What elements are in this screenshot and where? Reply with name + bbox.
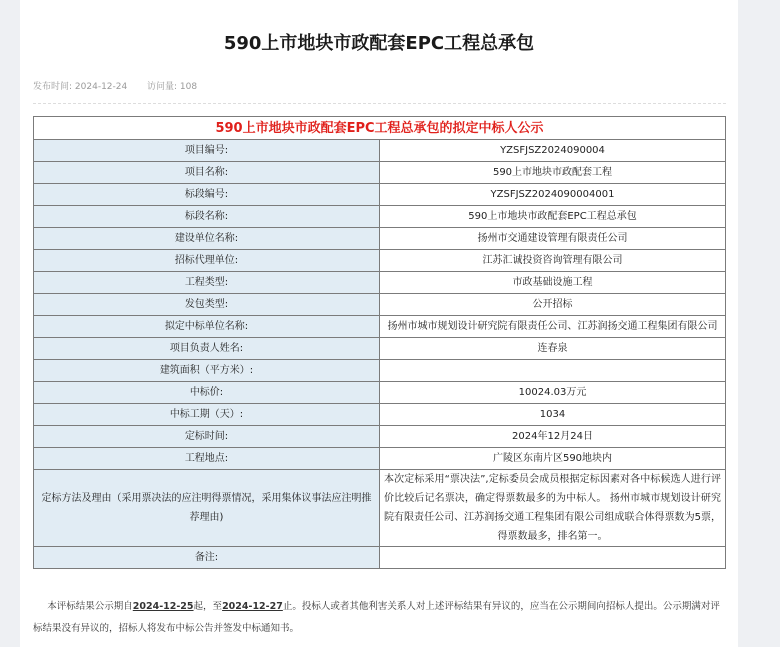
table-row — [34, 360, 726, 382]
method-value: 本次定标采用“票决法”,定标委员会成员根据定标因素对各中标候选人进行评价比较后记名票决，确定得票数最多的为中标人。 扬州市城市规划设计研究院有限责任公司、江苏润扬交通工程集团有限公司组成联合体得票数为5票，得票数最多，排名第一。 — [380, 470, 726, 547]
table-row — [34, 426, 726, 448]
row-value: 公开招标 — [380, 294, 726, 316]
publish-meta — [33, 81, 197, 93]
row-label: 标段编号: — [34, 184, 380, 206]
publicity-end-date: 2024-12-27 — [222, 601, 283, 612]
row-label: 标段名称: — [34, 206, 380, 228]
row-label: 建设单位名称: — [34, 228, 380, 250]
table-row — [34, 162, 726, 184]
row-value — [380, 360, 726, 382]
row-label: 中标价: — [34, 382, 380, 404]
views-count: 108 — [179, 82, 198, 92]
notice-table — [33, 116, 726, 569]
row-label: 发包类型: — [34, 294, 380, 316]
row-value: 590上市地块市政配套EPC工程总承包 — [380, 206, 726, 228]
row-value: 广陵区东南片区590地块内 — [380, 448, 726, 470]
row-label: 建筑面积（平方米）: — [34, 360, 380, 382]
views-label: 访问量: — [146, 82, 178, 92]
method-label: 定标方法及理由（采用票决法的应注明得票情况，采用集体议事法应注明推荐理由) — [34, 470, 380, 547]
table-row — [34, 272, 726, 294]
table-row — [34, 206, 726, 228]
remark-value — [380, 547, 726, 569]
remark-label: 备注: — [34, 547, 380, 569]
row-value: 590上市地块市政配套工程 — [380, 162, 726, 184]
publish-label: 发布时间: — [33, 82, 73, 92]
row-label: 项目名称: — [34, 162, 380, 184]
document-paper — [20, 0, 738, 647]
page-title: 590上市地块市政配套EPC工程总承包 — [223, 33, 535, 54]
table-row — [34, 404, 726, 426]
row-value: 市政基础设施工程 — [380, 272, 726, 294]
row-label: 项目负责人姓名: — [34, 338, 380, 360]
row-value: 扬州市交通建设管理有限责任公司 — [380, 228, 726, 250]
row-label: 招标代理单位: — [34, 250, 380, 272]
method-row — [34, 470, 726, 547]
row-label: 工程地点: — [34, 448, 380, 470]
table-row — [34, 448, 726, 470]
row-label: 工程类型: — [34, 272, 380, 294]
row-value: 2024年12月24日 — [380, 426, 726, 448]
table-row — [34, 316, 726, 338]
publicity-start-date: 2024-12-25 — [132, 601, 194, 612]
table-row — [34, 382, 726, 404]
row-value: 连春泉 — [380, 338, 726, 360]
row-value: 扬州市城市规划设计研究院有限责任公司、江苏润扬交通工程集团有限公司 — [380, 316, 726, 338]
table-row — [34, 294, 726, 316]
row-value: 1034 — [380, 404, 726, 426]
publish-date: 2024-12-24 — [74, 82, 128, 92]
row-value: YZSFJSZ2024090004001 — [380, 184, 726, 206]
divider — [33, 103, 726, 104]
row-label: 中标工期（天）: — [34, 404, 380, 426]
footer-prefix: 本评标结果公示期自 — [47, 601, 133, 612]
table-row — [34, 140, 726, 162]
row-value: YZSFJSZ2024090004 — [380, 140, 726, 162]
notice-title: 590上市地块市政配套EPC工程总承包的拟定中标人公示 — [34, 117, 726, 140]
footer-suffix: 止。投标人或者其他利害关系人对上述评标结果有异议的，应当在公示期间向招标人提出。公示期满对评标结果没有异议的，招标人将发布中标公告并签发中标通知书。 — [33, 601, 720, 634]
row-label: 定标时间: — [34, 426, 380, 448]
notice-title-row — [34, 117, 726, 140]
table-row — [34, 184, 726, 206]
table-row — [34, 338, 726, 360]
row-value: 江苏汇诚投资咨询管理有限公司 — [380, 250, 726, 272]
row-value: 10024.03万元 — [380, 382, 726, 404]
row-label: 项目编号: — [34, 140, 380, 162]
footer-note — [33, 596, 726, 640]
footer-mid: 起，至 — [193, 601, 223, 612]
remark-row — [34, 547, 726, 569]
table-row — [34, 228, 726, 250]
row-label: 拟定中标单位名称: — [34, 316, 380, 338]
table-row — [34, 250, 726, 272]
